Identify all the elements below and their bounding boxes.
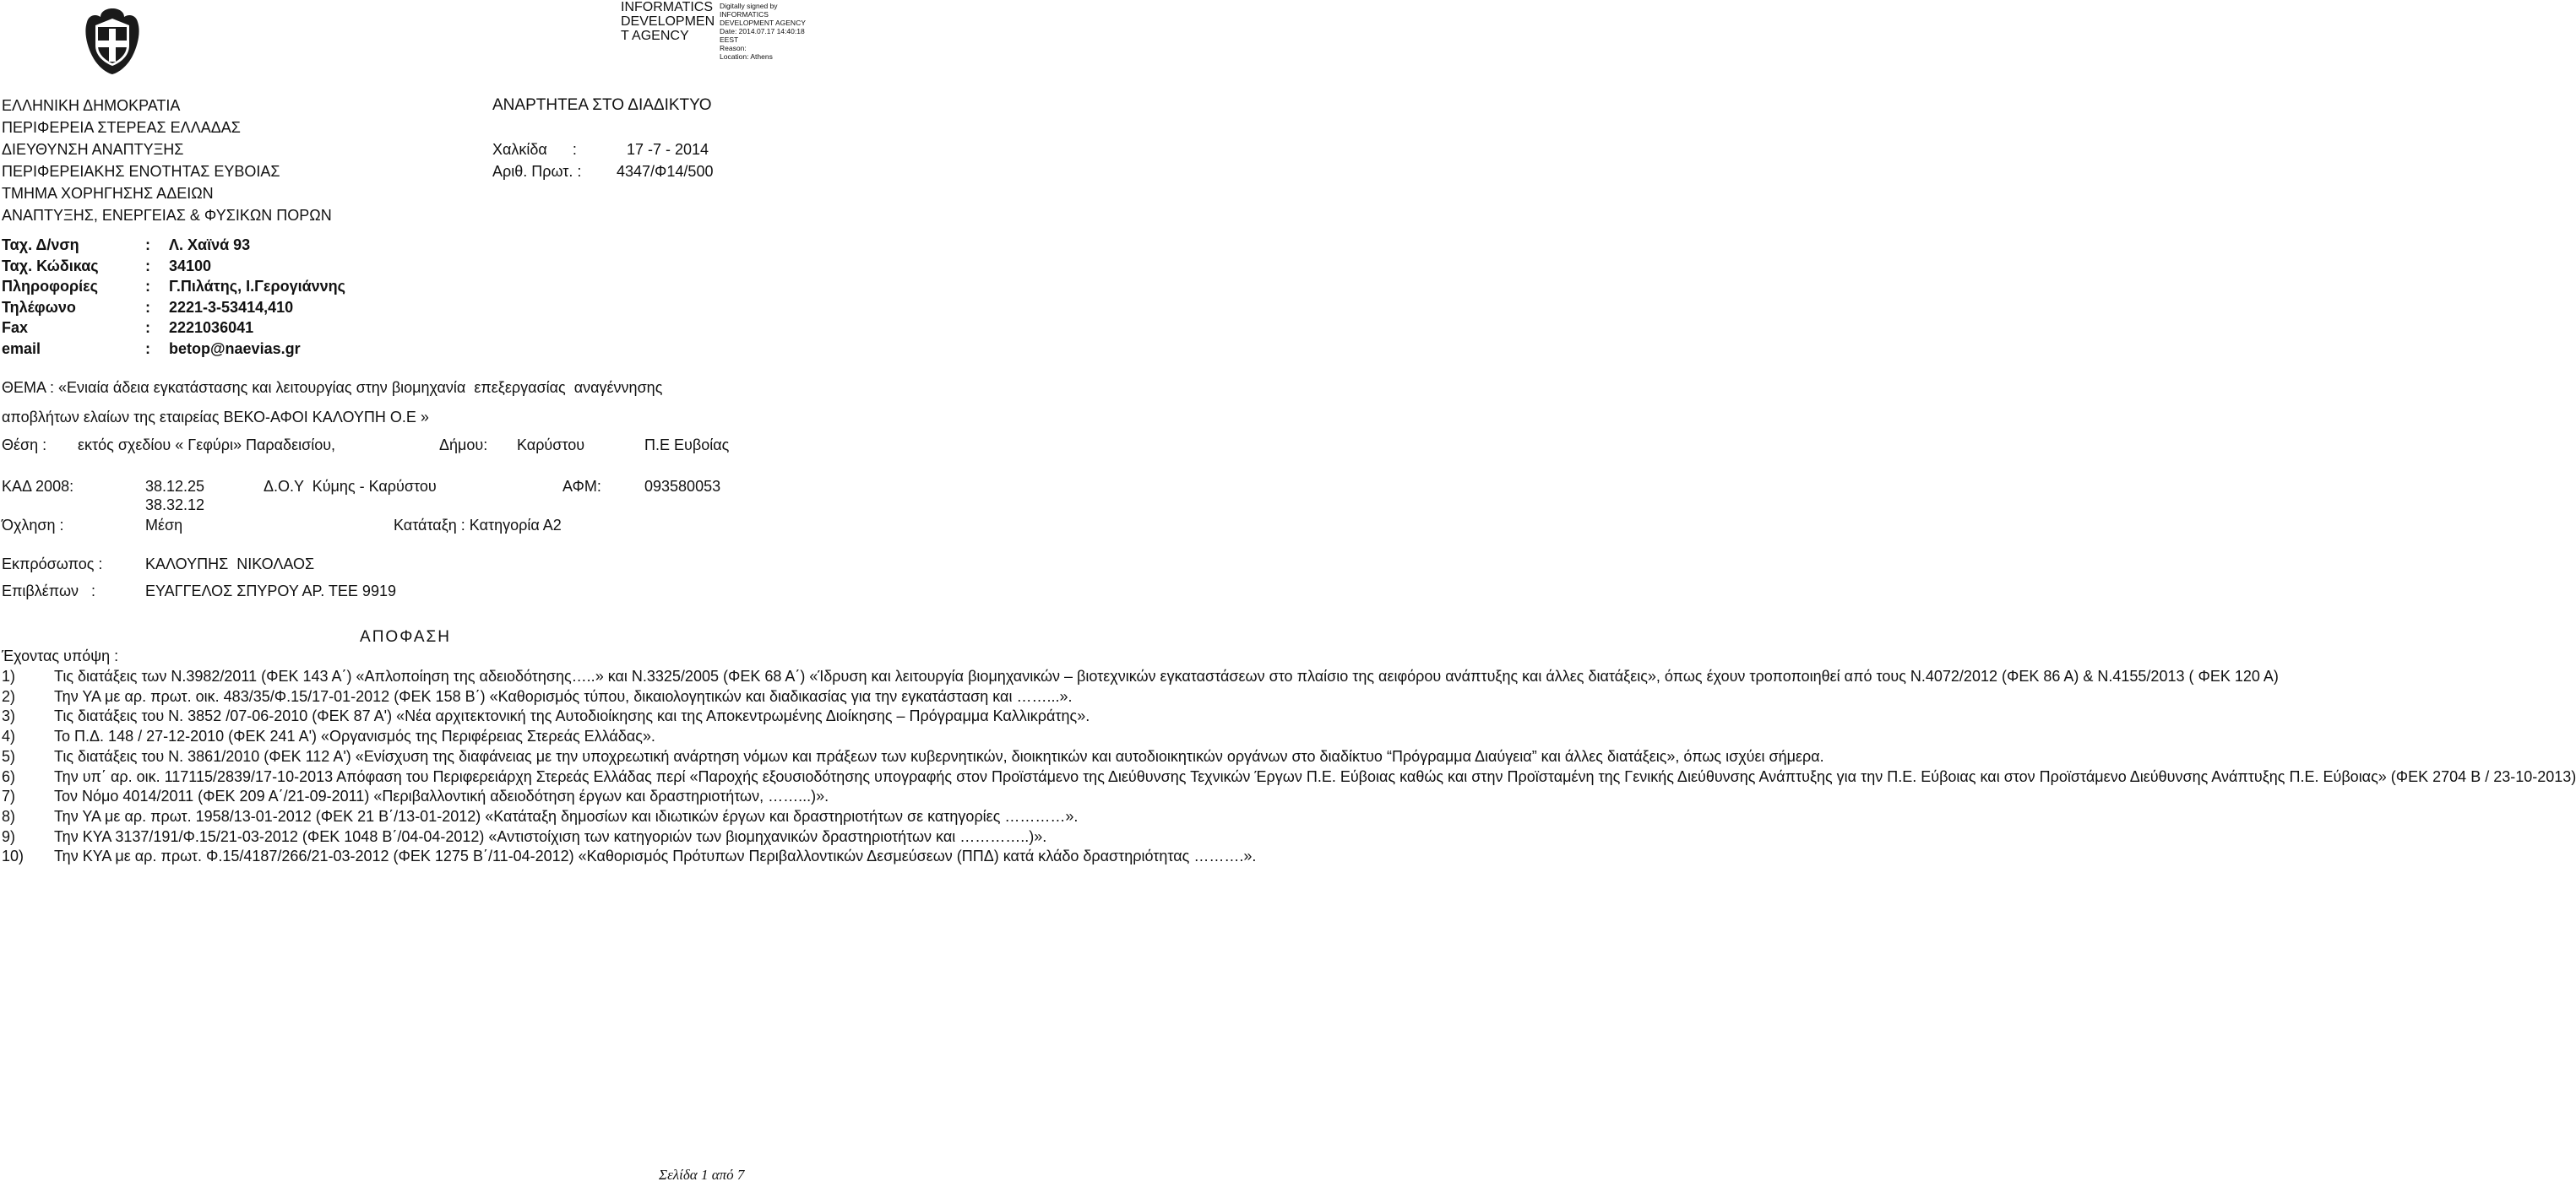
list-item-text: Την ΥΑ με αρ. πρωτ. 1958/13-01-2012 (ΦΕΚ 21 Β΄/13-01-2012) «Κατάταξη δημοσίων και ιδιωτικών έργων και δραστηριοτήτων σε κατηγορίες …………». bbox=[54, 807, 1079, 825]
position-municipality-label: Δήμου: bbox=[439, 436, 488, 453]
date-value: 17 -7 - 2014 bbox=[627, 141, 709, 158]
protocol-number: 4347/Φ14/500 bbox=[617, 163, 714, 180]
list-item-number: 4) bbox=[2, 728, 16, 745]
list-item bbox=[2, 787, 829, 807]
considering-label: Έχοντας υπόψη : bbox=[2, 648, 119, 664]
list-item bbox=[2, 807, 1079, 827]
contact-value: Γ.Πιλάτης, Ι.Γερογιάννης bbox=[169, 278, 346, 295]
position-municipality: Καρύστου bbox=[517, 436, 585, 453]
representative-label: Εκπρόσωπος : bbox=[2, 556, 103, 572]
list-item-number: 6) bbox=[2, 767, 16, 785]
list-item-text: Την υπ΄ αρ. οικ. 117115/2839/17-10-2013 Απόφαση του Περιφερειάρχη Στερεάς Ελλάδας περί «Παροχής εξουσιοδότησης υπογραφής στον Προϊστάμενο της Διεύθυνσης Τεχνικών Έργων Π.Ε. Εύβοιας καθώς και στην Προϊσταμένη της Γενικής Διεύθυνσης Ανάπτυξης για την Π.Ε. Εύβοιας και στον Προϊστάμενο Διεύθυνσης Ανάπτυξης Π.Ε. Εύβοιας» (ΦΕΚ 2704 Β / 23-10-2013) bbox=[54, 767, 2576, 785]
tax-office: Δ.Ο.Υ Κύμης - Καρύστου bbox=[264, 478, 437, 495]
nuisance-value: Μέση bbox=[145, 517, 183, 534]
subject-line-1: ΘΕΜΑ : «Ενιαία άδεια εγκατάστασης και λειτουργίας στην βιομηχανία επεξεργασίας αναγέννησης bbox=[2, 379, 663, 396]
list-item bbox=[2, 687, 1073, 707]
list-item-text: Την ΥΑ με αρ. πρωτ. οικ. 483/35/Φ.15/17-01-2012 (ΦΕΚ 158 Β΄) «Καθορισμός τύπου, δικαιολογητικών και διαδικασίας για την εγκατάσταση και ……...». bbox=[54, 687, 1073, 705]
list-item-number: 3) bbox=[2, 707, 16, 725]
list-item bbox=[2, 707, 1090, 727]
afm-value: 093580053 bbox=[644, 478, 721, 495]
list-item-number: 8) bbox=[2, 807, 16, 825]
list-item bbox=[2, 667, 2279, 687]
list-item bbox=[2, 747, 1824, 767]
supervisor-name: ΕΥΑΓΓΕΛΟΣ ΣΠΥΡΟΥ ΑΡ. ΤΕΕ 9919 bbox=[145, 583, 396, 599]
letterhead-line: ΕΛΛΗΝΙΚΗ ΔΗΜΟΚΡΑΤΙΑ bbox=[2, 97, 181, 114]
list-item bbox=[2, 767, 2576, 788]
contact-key: Πληροφορίες bbox=[2, 278, 99, 295]
page-number: Σελίδα 1 από 7 bbox=[659, 1167, 745, 1183]
considerations-list bbox=[2, 667, 2576, 867]
letterhead-line: ΤΜΗΜΑ ΧΟΡΗΓΗΣΗΣ ΑΔΕΙΩΝ bbox=[2, 185, 214, 202]
list-item-text: Το Π.Δ. 148 / 27-12-2010 (ΦΕΚ 241 Α') «Οργανισμός της Περιφέρειας Στερεάς Ελλάδας». bbox=[54, 728, 655, 745]
contact-value: 2221-3-53414,410 bbox=[169, 298, 294, 316]
digital-signature-org: INFORMATICS DEVELOPMEN T AGENCY bbox=[621, 0, 715, 43]
letterhead-line: ΑΝΑΠΤΥΞΗΣ, ΕΝΕΡΓΕΙΑΣ & ΦΥΣΙΚΩΝ ΠΟΡΩΝ bbox=[2, 207, 332, 224]
contact-value: Λ. Χαϊνά 93 bbox=[169, 236, 251, 253]
contact-key: Fax bbox=[2, 319, 29, 336]
contact-key: email bbox=[2, 339, 41, 357]
contact-key: Τηλέφωνο bbox=[2, 298, 76, 316]
list-item bbox=[2, 827, 1047, 848]
list-item-text: Την ΚΥΑ 3137/191/Φ.15/21-03-2012 (ΦΕΚ 1048 Β΄/04-04-2012) «Αντιστοίχιση των κατηγοριών των βιομηχανικών δραστηριοτήτων και …………..)». bbox=[54, 827, 1047, 845]
list-item-number: 7) bbox=[2, 788, 16, 805]
date-label: Χαλκίδα : bbox=[492, 141, 577, 158]
contact-email: betop@naevias.gr bbox=[169, 339, 301, 357]
protocol-label: Αριθ. Πρωτ. : bbox=[492, 163, 582, 180]
list-item-number: 10) bbox=[2, 848, 24, 865]
list-item-number: 9) bbox=[2, 827, 16, 845]
list-item-text: Τον Νόμο 4014/2011 (ΦΕΚ 209 Α΄/21-09-2011) «Περιβαλλοντική αδειοδότηση έργων και δραστηριοτήτων, ……...)». bbox=[54, 788, 829, 805]
subject-line-2: αποβλήτων ελαίων της εταιρείας ΒΕΚΟ-ΑΦΟΙ ΚΑΛΟΥΠΗ Ο.Ε » bbox=[2, 409, 429, 425]
kad-code-2: 38.32.12 bbox=[145, 496, 205, 513]
classification: Κατάταξη : Κατηγορία Α2 bbox=[394, 517, 562, 534]
list-item-text: Τις διατάξεις του Ν. 3852 /07-06-2010 (ΦΕΚ 87 Α') «Νέα αρχιτεκτονική της Αυτοδιοίκησης και της Αποκεντρωμένης Διοίκησης – Πρόγραμμα Καλλικράτης». bbox=[54, 707, 1090, 725]
letterhead-line: ΠΕΡΙΦΕΡΕΙΑΚΗΣ ΕΝΟΤΗΤΑΣ ΕΥΒΟΙΑΣ bbox=[2, 163, 280, 180]
list-item-text: Τις διατάξεις των Ν.3982/2011 (ΦΕΚ 143 Α΄) «Απλοποίηση της αδειοδότησης…..» και Ν.3325/2005 (ΦΕΚ 68 Α΄) «Ίδρυση και λειτουργία βιομηχανικών – βιοτεχνικών εγκαταστάσεων στο πλαίσιο της αειφόρου ανάπτυξης και άλλες διατάξεις», όπως έχουν τροποποιηθεί από τους Ν.4072/2012 (ΦΕΚ 86 Α) & Ν.4155/2013 ( ΦΕΚ 120 Α) bbox=[54, 668, 2279, 685]
contact-value: 34100 bbox=[169, 257, 212, 274]
position-label: Θέση : bbox=[2, 436, 47, 453]
afm-label: ΑΦΜ: bbox=[562, 478, 601, 495]
list-item bbox=[2, 727, 791, 747]
list-item-number: 1) bbox=[2, 668, 16, 685]
decision-title: ΑΠΟΦΑΣΗ bbox=[360, 628, 451, 646]
position-region: Π.Ε Ευβοίας bbox=[644, 436, 730, 453]
digital-signature-details: Digitally signed by INFORMATICS DEVELOPMENT AGENCY Date: 2014.07.17 14:40:18 EEST Reason: Location: Athens bbox=[720, 2, 806, 61]
kad-label: ΚΑΔ 2008: bbox=[2, 478, 74, 495]
position-location: εκτός σχεδίου « Γεφύρι» Παραδεισίου, bbox=[78, 436, 336, 453]
contact-key: Ταχ. Δ/νση bbox=[2, 236, 79, 253]
kad-code-1: 38.12.25 bbox=[145, 478, 205, 495]
list-item-text: Τις διατάξεις του Ν. 3861/2010 (ΦΕΚ 112 Α') «Ενίσχυση της διαφάνειας με την υποχρεωτική ανάρτηση νόμων και πράξεων των κυβερνητικών, διοικητικών και αυτοδιοικητικών οργάνων στο διαδίκτυο “Πρόγραμμα Διαύγεια” και άλλες διατάξεις», όπως ισχύει σήμερα. bbox=[54, 747, 1824, 765]
supervisor-label: Επιβλέπων : bbox=[2, 583, 96, 599]
list-item-number: 2) bbox=[2, 687, 16, 705]
greek-coat-of-arms-emblem bbox=[82, 7, 143, 76]
list-item bbox=[2, 847, 1257, 867]
list-item-text: Την ΚΥΑ με αρ. πρωτ. Φ.15/4187/266/21-03-2012 (ΦΕΚ 1275 Β΄/11-04-2012) «Καθορισμός Πρότυπων Περιβαλλοντικών Δεσμεύσεων (ΠΠΔ) κατά κλάδο δραστηριότητας ……….». bbox=[54, 848, 1257, 865]
representative-name: ΚΑΛΟΥΠΗΣ ΝΙΚΟΛΑΟΣ bbox=[145, 556, 315, 572]
list-item-number: 5) bbox=[2, 747, 16, 765]
publish-online-title: ΑΝΑΡΤΗΤΕΑ ΣΤΟ ΔΙΑΔΙΚΤΥΟ bbox=[492, 96, 712, 114]
contact-key: Ταχ. Κώδικας bbox=[2, 257, 99, 274]
letterhead-line: ΠΕΡΙΦΕΡΕΙΑ ΣΤΕΡΕΑΣ ΕΛΛΑΔΑΣ bbox=[2, 119, 241, 136]
letterhead-line: ΔΙΕΥΘΥΝΣΗ ΑΝΑΠΤΥΞΗΣ bbox=[2, 141, 184, 158]
nuisance-label: Όχληση : bbox=[2, 517, 64, 534]
contact-value: 2221036041 bbox=[169, 319, 254, 336]
